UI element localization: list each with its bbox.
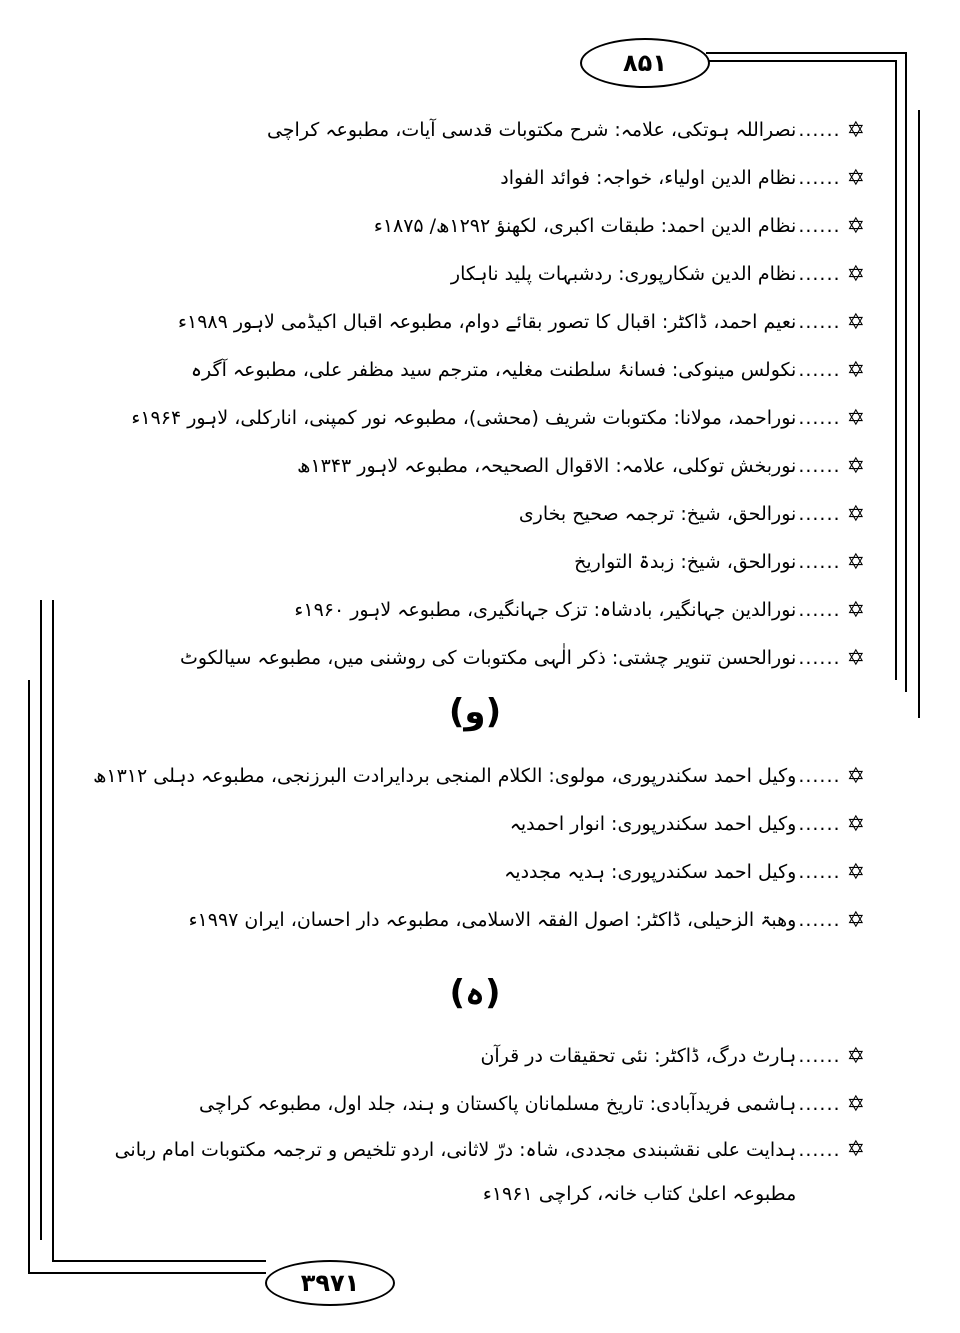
entry-text: وکیل احمد سکندرپوری: ہدیہ مجددیہ: [504, 861, 797, 883]
section-n-entries: [131, 106, 865, 682]
star-bullet-icon: ✡: [846, 261, 865, 287]
bibliography-entry: [145, 538, 865, 586]
bibliography-entry: [145, 298, 865, 346]
frame-right-line: [905, 52, 907, 692]
entry-text: ہدایت علی نقشبندی مجددی، شاہ: درّ لاثانی، اردو تلخیص و ترجمہ مکتوبات امام ربانی مطبوعہ اعلیٰ کتاب خانہ، کراچی ۱۹۶۱ء: [114, 1139, 797, 1205]
leader-dots: ......: [798, 861, 841, 883]
entry-text: ہارٹ درگ، ڈاکٹر: نئی تحقیقات در قرآن: [480, 1045, 797, 1067]
entry-text: نورالحسن تنویر چشتی: ذکر الٰہی مکتوبات کی روشنی میں، مطبوعہ سیالکوٹ: [179, 647, 797, 669]
leader-dots: ......: [798, 407, 841, 429]
entry-text: نکولس مینوکی: فسانۂ سلطنت مغلیہ، مترجم سید مظفر علی، مطبوعہ آگرہ: [190, 359, 797, 381]
star-bullet-icon: ✡: [846, 501, 865, 527]
frame-left-line-outer: [28, 680, 30, 1272]
frame-left-line-inner: [52, 600, 54, 1260]
bibliography-entry: [93, 752, 865, 800]
star-bullet-icon: ✡: [846, 811, 865, 837]
leader-dots: ......: [798, 647, 841, 669]
star-bullet-icon: ✡: [846, 405, 865, 431]
frame-bottom-line-outer: [28, 1272, 266, 1274]
frame-top-line-inner: [706, 60, 896, 62]
leader-dots: ......: [798, 909, 841, 931]
bibliography-entry: [105, 1128, 865, 1216]
bibliography-entry: [145, 634, 865, 682]
frame-left-line: [40, 600, 42, 1240]
bibliography-entry: [145, 250, 865, 298]
star-bullet-icon: ✡: [846, 1137, 865, 1162]
bibliography-entry: [145, 202, 865, 250]
star-bullet-icon: ✡: [846, 907, 865, 933]
entry-text: نورالحق، شیخ: زبدۃ التواریخ: [574, 551, 797, 573]
leader-dots: ......: [798, 455, 841, 477]
star-bullet-icon: ✡: [846, 1091, 865, 1117]
star-bullet-icon: ✡: [846, 597, 865, 623]
entry-text: نعیم احمد، ڈاکٹر: اقبال کا تصور بقائے دوام، مطبوعہ اقبال اکیڈمی لاہور ۱۹۸۹ء: [178, 311, 797, 333]
bibliography-entry: [105, 848, 865, 896]
star-bullet-icon: ✡: [846, 763, 865, 789]
entry-text: نوراحمد، مولانا: مکتوبات شریف (محشی)، مطبوعہ نور کمپنی، انارکلی، لاہور ۱۹۶۴ء: [131, 407, 797, 429]
frame-right-line-short: [918, 110, 920, 718]
leader-dots: ......: [798, 215, 841, 237]
star-bullet-icon: ✡: [846, 453, 865, 479]
entry-text: ہاشمی فریدآبادی: تاریخ مسلمانان پاکستان و ہند، جلد اول، مطبوعہ کراچی: [199, 1093, 797, 1115]
star-bullet-icon: ✡: [846, 859, 865, 885]
entry-text: نظام الدین اولیاء، خواجہ: فوائد الفواد: [500, 167, 797, 189]
frame-top-line: [706, 52, 906, 54]
leader-dots: ......: [798, 1139, 841, 1161]
top-page-number: ۸۵۱: [580, 38, 710, 88]
leader-dots: ......: [798, 599, 841, 621]
leader-dots: ......: [798, 359, 841, 381]
leader-dots: ......: [798, 167, 841, 189]
leader-dots: ......: [798, 119, 841, 141]
frame-right-line-inner: [895, 60, 897, 680]
entry-text: وکیل احمد سکندرپوری، مولوی: الکلام المنجی بردایرادت البرزنجی، مطبوعہ دہلی ۱۳۱۲ھ: [93, 765, 797, 787]
leader-dots: ......: [798, 551, 841, 573]
entry-text: نظام الدین احمد: طبقات اکبری، لکھنؤ ۱۲۹۲ھ/ ۱۸۷۵ء: [373, 215, 797, 237]
star-bullet-icon: ✡: [846, 1043, 865, 1069]
bottom-page-number: ۳۹۷۱: [265, 1260, 395, 1306]
bibliography-entry: [131, 394, 865, 442]
star-bullet-icon: ✡: [846, 645, 865, 671]
entry-text: وھبۃ الزحیلی، ڈاکٹر: اصول الفقہ الاسلامی، مطبوعہ دار احسان، ایران ۱۹۹۷ء: [188, 909, 797, 931]
bibliography-entry: [105, 896, 865, 944]
star-bullet-icon: ✡: [846, 165, 865, 191]
leader-dots: ......: [798, 1093, 841, 1115]
leader-dots: ......: [798, 813, 841, 835]
star-bullet-icon: ✡: [846, 357, 865, 383]
entry-text: نظام الدین شکارپوری: ردشبہات پلید ناہکار: [450, 263, 797, 285]
star-bullet-icon: ✡: [846, 309, 865, 335]
leader-dots: ......: [798, 311, 841, 333]
bibliography-entry: [145, 106, 865, 154]
section-heading-waw: (و): [448, 692, 502, 732]
leader-dots: ......: [798, 503, 841, 525]
leader-dots: ......: [798, 1045, 841, 1067]
bibliography-entry: [145, 586, 865, 634]
star-bullet-icon: ✡: [846, 549, 865, 575]
section-w-entries: [93, 752, 865, 944]
entry-text: نورالدین جہانگیر، بادشاہ: تزک جہانگیری، مطبوعہ لاہور ۱۹۶۰ء: [294, 599, 797, 621]
entry-text: نوربخش توکلی، علامہ: الاقوال الصحیحہ، مطبوعہ لاہور ۱۳۴۳ھ: [297, 455, 797, 477]
bibliography-entry: [105, 1080, 865, 1128]
bibliography-entry: [145, 442, 865, 490]
bibliography-entry: [145, 490, 865, 538]
leader-dots: ......: [798, 263, 841, 285]
bibliography-entry: [105, 800, 865, 848]
entry-text: وکیل احمد سکندرپوری: انوار احمدیہ: [509, 813, 797, 835]
star-bullet-icon: ✡: [846, 213, 865, 239]
leader-dots: ......: [798, 765, 841, 787]
entry-text: نورالحق، شیخ: ترجمہ صحیح بخاری: [518, 503, 797, 525]
bibliography-entry: [145, 346, 865, 394]
bibliography-entry: [105, 1032, 865, 1080]
section-heading-hay: (ہ): [449, 973, 501, 1013]
bibliography-entry: [145, 154, 865, 202]
entry-text: نصراللہ ہوتکی، علامہ: شرح مکتوبات قدسی آیات، مطبوعہ کراچی: [266, 119, 797, 141]
frame-bottom-line: [52, 1260, 266, 1262]
section-h-entries: [105, 1032, 865, 1216]
star-bullet-icon: ✡: [846, 117, 865, 143]
